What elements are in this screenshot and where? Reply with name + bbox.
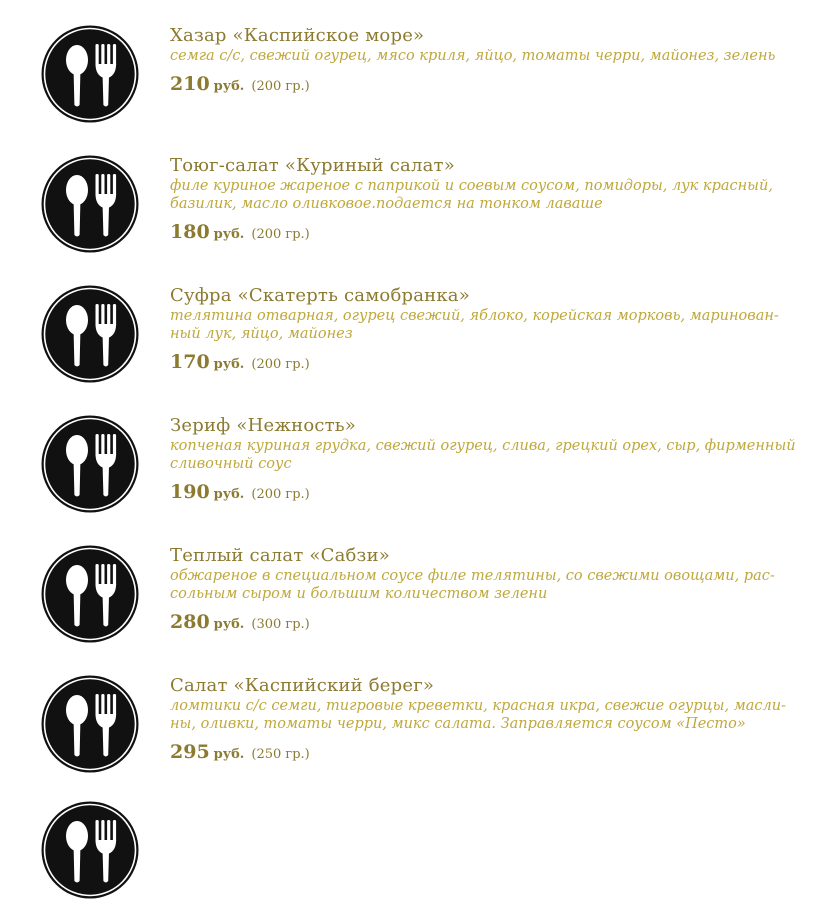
dish-price: 280 xyxy=(170,611,210,633)
dish-text xyxy=(170,675,800,765)
dish-price-row xyxy=(170,71,800,97)
dish-price-row xyxy=(170,479,800,505)
dish-description-line: сольным сыром и большим количеством зелени xyxy=(170,586,548,602)
fork-spoon-icon xyxy=(40,24,140,124)
dish-description xyxy=(170,437,800,473)
dish-description xyxy=(170,47,800,65)
dish-description-line: обжареное в специальном соусе филе телятины, со свежими овощами, рас- xyxy=(170,568,775,584)
menu-item[interactable] xyxy=(0,260,833,390)
fork-spoon-icon xyxy=(40,414,140,514)
dish-description-line: сливочный соус xyxy=(170,456,292,472)
dish-text xyxy=(170,25,800,97)
dish-description-line: филе куриное жареное с паприкой и соевым соусом, помидоры, лук красный, xyxy=(170,178,773,194)
dish-price-row xyxy=(170,609,800,635)
price-currency: руб. xyxy=(213,357,245,372)
price-currency: руб. xyxy=(213,79,245,94)
dish-description-line: ны, оливки, томаты черри, микс салата. Заправляется соусом «Песто» xyxy=(170,716,746,732)
dish-name[interactable]: Тоюг-салат «Куриный салат» xyxy=(170,155,455,176)
dish-description-line: копченая куриная грудка, свежий огурец, слива, грецкий орех, сыр, фирменный xyxy=(170,438,796,454)
dish-text xyxy=(170,155,800,245)
dish-description-line: семга с/с, свежий огурец, мясо криля, яйцо, томаты черри, майонез, зелень xyxy=(170,48,776,64)
dish-name[interactable]: Хазар «Каспийское море» xyxy=(170,25,425,46)
dish-weight: (200 гр.) xyxy=(251,357,310,372)
menu-item[interactable] xyxy=(0,520,833,650)
dish-name[interactable]: Салат «Каспийский берег» xyxy=(170,675,435,696)
menu-item[interactable] xyxy=(0,650,833,780)
dish-price: 295 xyxy=(170,741,210,763)
dish-name[interactable]: Суфра «Скатерть самобранка» xyxy=(170,285,470,306)
dish-description-line: базилик, масло оливковое.подается на тонком лаваше xyxy=(170,196,603,212)
price-currency: руб. xyxy=(213,617,245,632)
fork-spoon-icon xyxy=(40,674,140,774)
dish-description-line: ный лук, яйцо, майонез xyxy=(170,326,353,342)
dish-description-line: ломтики с/с семги, тигровые креветки, красная икра, свежие огурцы, масли- xyxy=(170,698,786,714)
fork-spoon-icon xyxy=(40,544,140,644)
fork-spoon-icon xyxy=(40,154,140,254)
dish-weight: (200 гр.) xyxy=(251,79,310,94)
dish-text xyxy=(170,285,800,375)
dish-text xyxy=(170,545,800,635)
dish-weight: (200 гр.) xyxy=(251,227,310,242)
dish-text xyxy=(170,415,800,505)
menu-item[interactable] xyxy=(0,0,833,130)
dish-price: 180 xyxy=(170,221,210,243)
dish-name[interactable]: Теплый салат «Сабзи» xyxy=(170,545,390,566)
dish-price: 190 xyxy=(170,481,210,503)
dish-weight: (250 гр.) xyxy=(251,747,310,762)
dish-description xyxy=(170,177,800,213)
dish-name[interactable]: Зериф «Нежность» xyxy=(170,415,357,436)
price-currency: руб. xyxy=(213,487,245,502)
dish-price-row xyxy=(170,219,800,245)
dish-description xyxy=(170,307,800,343)
dish-description xyxy=(170,567,800,603)
menu-item[interactable] xyxy=(0,130,833,260)
dish-description-line: телятина отварная, огурец свежий, яблоко, корейская морковь, маринован- xyxy=(170,308,779,324)
dish-price-row xyxy=(170,739,800,765)
dish-weight: (200 гр.) xyxy=(251,487,310,502)
menu-item[interactable] xyxy=(0,390,833,520)
dish-price: 210 xyxy=(170,73,210,95)
dish-price-row xyxy=(170,349,800,375)
price-currency: руб. xyxy=(213,747,245,762)
dish-price: 170 xyxy=(170,351,210,373)
dish-weight: (300 гр.) xyxy=(251,617,310,632)
fork-spoon-icon xyxy=(40,284,140,384)
price-currency: руб. xyxy=(213,227,245,242)
fork-spoon-icon xyxy=(40,800,140,900)
dish-description xyxy=(170,697,800,733)
